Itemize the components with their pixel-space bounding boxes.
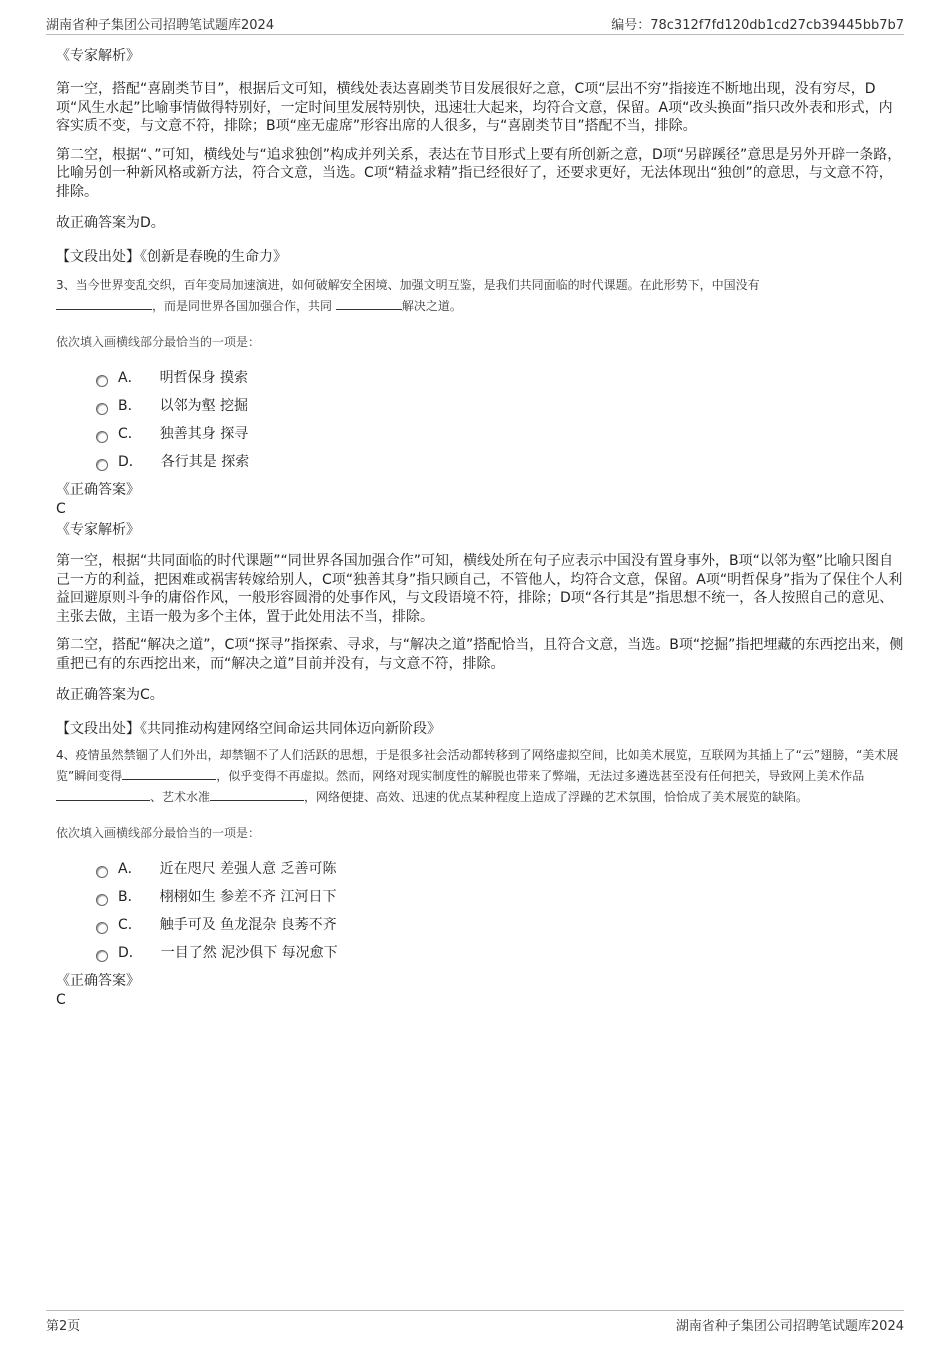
question-prompt: 依次填入画横线部分最恰当的一项是： xyxy=(56,335,261,349)
correct-answer-label: 《正确答案》 xyxy=(56,482,140,498)
page-header xyxy=(46,14,904,35)
correct-answer: C xyxy=(56,992,66,1008)
expert-analysis-label: 《专家解析》 xyxy=(56,48,140,64)
option-d[interactable]: D． 一目了然 泥沙俱下 每况愈下 xyxy=(96,939,904,967)
correct-answer: C xyxy=(56,501,66,517)
analysis-paragraph: 第一空，搭配“喜剧类节目”，根据后文可知，横线处表达喜剧类节目发展很好之意，C项“层出不穷”指接连不断地出现，没有穷尽，D项“风生水起”比喻事情做得特别好，一定时间里发展特别快，迅速壮大起来，均符合文意，保留。A项“改头换面”指只改外表和形式，内容实质不变，与文意不符，排除；B项“座无虚席”形容出席的人很多，与“喜剧类节目”搭配不当，排除。 xyxy=(56,81,893,134)
footer-title: 湖南省种子集团公司招聘笔试题库2024 xyxy=(675,1319,904,1334)
analysis-paragraph: 第二空，搭配“解决之道”，C项“探寻”指探索、寻求，与“解决之道”搭配恰当，且符合文意，当选。B项“挖掘”指把埋藏的东西挖出来，侧重把已有的东西挖出来，而“解决之道”目前并没有，与文意不符，排除。 xyxy=(56,637,904,672)
fill-blank xyxy=(336,297,402,310)
question-prompt: 依次填入画横线部分最恰当的一项是： xyxy=(56,826,261,840)
radio-icon[interactable] xyxy=(96,894,108,906)
option-d[interactable]: D． 各行其是 探索 xyxy=(96,448,904,476)
radio-icon[interactable] xyxy=(96,403,108,415)
question-4-stem: 4、疫情虽然禁锢了人们外出，却禁锢不了人们活跃的思想，于是很多社会活动都转移到了网络虚拟空间，比如美术展览，互联网为其插上了“云”翅膀，“美术展览”瞬间变得 ，似乎变得不再虚拟。然而，网络对现实制度性的解脱也带来了弊端，无法过多遴选甚至没有任何把关，导致网上美术作品、艺术水准 ，网络便捷、高效、迅速的优点某种程度上造成了浮躁的艺术氛围，恰恰成了美术展览的缺陷。 xyxy=(56,748,899,804)
option-b[interactable]: B． 以邻为壑 挖掘 xyxy=(96,392,904,420)
page-content xyxy=(56,46,904,1009)
radio-icon[interactable] xyxy=(96,922,108,934)
radio-icon[interactable] xyxy=(96,375,108,387)
header-doc-id: 编号：78c312f7fd120db1cd27cb39445bb7b7 xyxy=(611,18,904,33)
header-title: 湖南省种子集团公司招聘笔试题库2024 xyxy=(46,18,275,33)
radio-icon[interactable] xyxy=(96,431,108,443)
option-a[interactable]: A． 近在咫尺 差强人意 乏善可陈 xyxy=(96,855,904,883)
option-a[interactable]: A． 明哲保身 摸索 xyxy=(96,364,904,392)
answer-conclusion: 故正确答案为C。 xyxy=(56,687,164,703)
radio-icon[interactable] xyxy=(96,866,108,878)
page-number: 第2页 xyxy=(46,1319,81,1334)
question-3-stem: 3、当今世界变乱交织，百年变局加速演进，如何破解安全困境、加强文明互鉴，是我们共同面临的时代课题。在此形势下，中国没有 ，而是同世界各国加强合作，共同 解决之道。 xyxy=(56,278,760,313)
options-list xyxy=(56,364,904,476)
analysis-paragraph: 第二空，根据“、”可知，横线处与“追求独创”构成并列关系，表达在节目形式上要有所创新之意，D项“另辟蹊径”意思是另外开辟一条路，比喻另创一种新风格或新方法，符合文意，当选。C项“精益求精”指已经很好了，还要求更好，无法体现出“独创”的意思，与文意不符，排除。 xyxy=(56,146,902,200)
radio-icon[interactable] xyxy=(96,950,108,962)
fill-blank xyxy=(56,788,150,801)
options-list xyxy=(56,855,904,967)
page-footer xyxy=(46,1310,904,1336)
radio-icon[interactable] xyxy=(96,459,108,471)
text-source: 【文段出处】《创新是春晚的生命力》 xyxy=(56,249,287,265)
analysis-paragraph: 第一空，根据“共同面临的时代课题”“同世界各国加强合作”可知，横线处所在句子应表示中国没有置身事外，B项“以邻为壑”比喻只图自己一方的利益，把困难或祸害转嫁给别人，C项“独善其身”指只顾自己，不管他人，均符合文意，保留。A项“明哲保身”指为了保住个人利益回避原则斗争的庸俗作风，一般形容圆滑的处事作风，与文段语境不符，排除；D项“各行其是”指思想不统一，各人按照自己的意见、主张去做，主语一般为多个主体，置于此处用法不当，排除。 xyxy=(56,553,903,625)
fill-blank xyxy=(210,788,304,801)
correct-answer-label: 《正确答案》 xyxy=(56,973,140,989)
option-b[interactable]: B． 栩栩如生 参差不齐 江河日下 xyxy=(96,883,904,911)
option-c[interactable]: C． 独善其身 探寻 xyxy=(96,420,904,448)
expert-analysis-label: 《专家解析》 xyxy=(56,522,140,538)
fill-blank xyxy=(122,767,216,780)
fill-blank xyxy=(56,297,152,310)
option-c[interactable]: C． 触手可及 鱼龙混杂 良莠不齐 xyxy=(96,911,904,939)
text-source: 【文段出处】《共同推动构建网络空间命运共同体迈向新阶段》 xyxy=(56,721,441,737)
answer-conclusion: 故正确答案为D。 xyxy=(56,215,165,231)
